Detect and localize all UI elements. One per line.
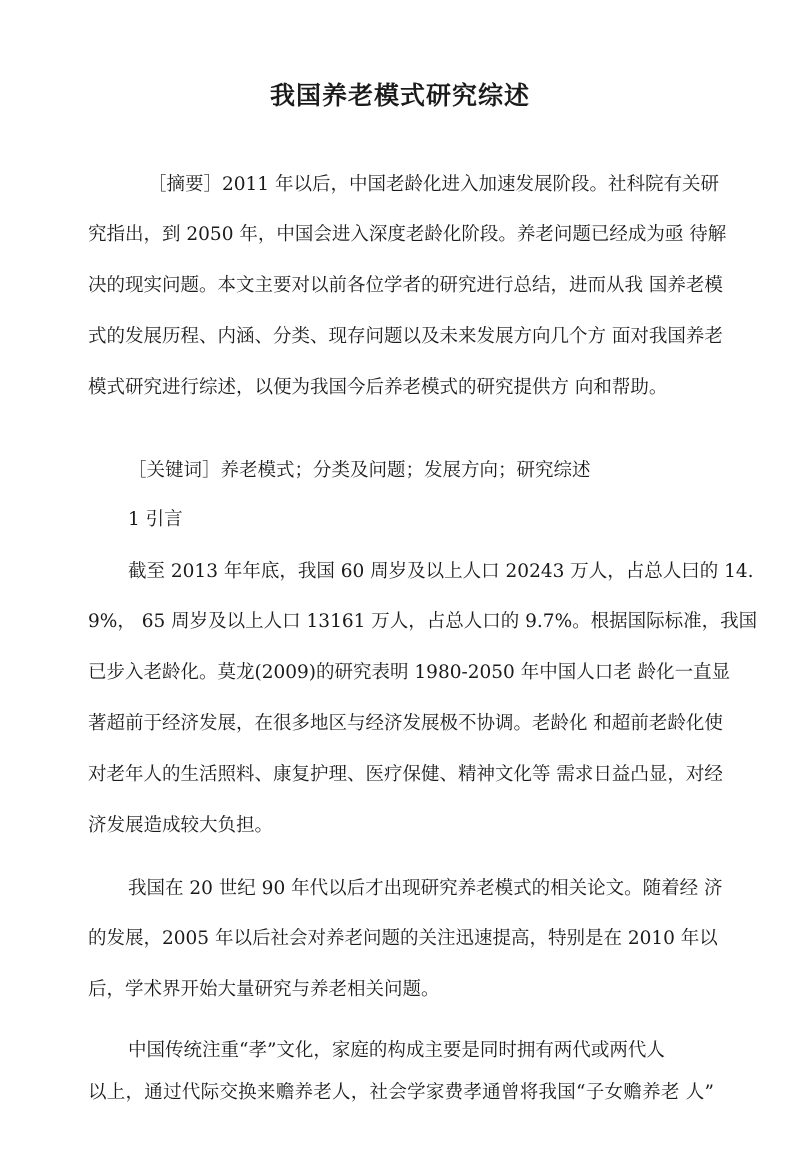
paragraph-line: 中国传统注重“孝”文化，家庭的构成主要是同时拥有两代或两代人 bbox=[128, 1040, 665, 1061]
paragraph-line: 以上，通过代际交换来赡养老人，社会学家费孝通曾将我国“子女赡养老 人” bbox=[88, 1082, 714, 1103]
paragraph-line: 后，学术界开始大量研究与养老相关问题。 bbox=[88, 979, 440, 1000]
document-title: 我国养老模式研究综述 bbox=[269, 81, 530, 110]
paragraph-line: 济发展造成较大负担。 bbox=[88, 815, 274, 836]
paragraph-line: 已步入老龄化。莫龙(2009)的研究表明 1980-2050 年中国人口老 龄化一直显 bbox=[88, 662, 731, 683]
abstract-line: 究指出，到 2050 年，中国会进入深度老龄化阶段。养老问题已经成为亟 待解 bbox=[88, 224, 727, 245]
abstract-line: 式的发展历程、内涵、分类、现存问题以及未来发展方向几个方 面对我国养老 bbox=[88, 326, 723, 347]
paragraph-line: 9%， 65 周岁及以上人口 13161 万人，占总人口的 9.7%。根据国际标准，我国 bbox=[88, 611, 758, 632]
paragraph-line: 著超前于经济发展，在很多地区与经济发展极不协调。老龄化 和超前老龄化使 bbox=[88, 713, 723, 734]
paragraph-line: 我国在 20 世纪 90 年代以后才出现研究养老模式的相关论文。随着经 济 bbox=[128, 878, 723, 899]
section-heading: 1 引言 bbox=[128, 509, 183, 530]
abstract-line: 决的现实问题。本文主要对以前各位学者的研究进行总结，进而从我 国养老模 bbox=[88, 275, 723, 296]
paragraph-line: 截至 2013 年年底，我国 60 周岁及以上人口 20243 万人，占总人曰的 14. bbox=[128, 561, 754, 582]
abstract-line: 模式研究进行综述，以便为我国今后养老模式的研究提供方 向和帮助。 bbox=[88, 377, 668, 398]
paragraph-line: 的发展，2005 年以后社会对养老问题的关注迅速提高，特别是在 2010 年以 bbox=[88, 928, 718, 949]
keywords-line: ［关键词］养老模式；分类及问题；发展方向；研究综述 bbox=[128, 460, 591, 481]
abstract-line: ［摘要］2011 年以后，中国老龄化进入加速发展阶段。社科院有关研 bbox=[148, 174, 719, 195]
paragraph-line: 对老年人的生活照料、康复护理、医疗保健、精神文化等 需求日益凸显，对经 bbox=[88, 764, 723, 785]
